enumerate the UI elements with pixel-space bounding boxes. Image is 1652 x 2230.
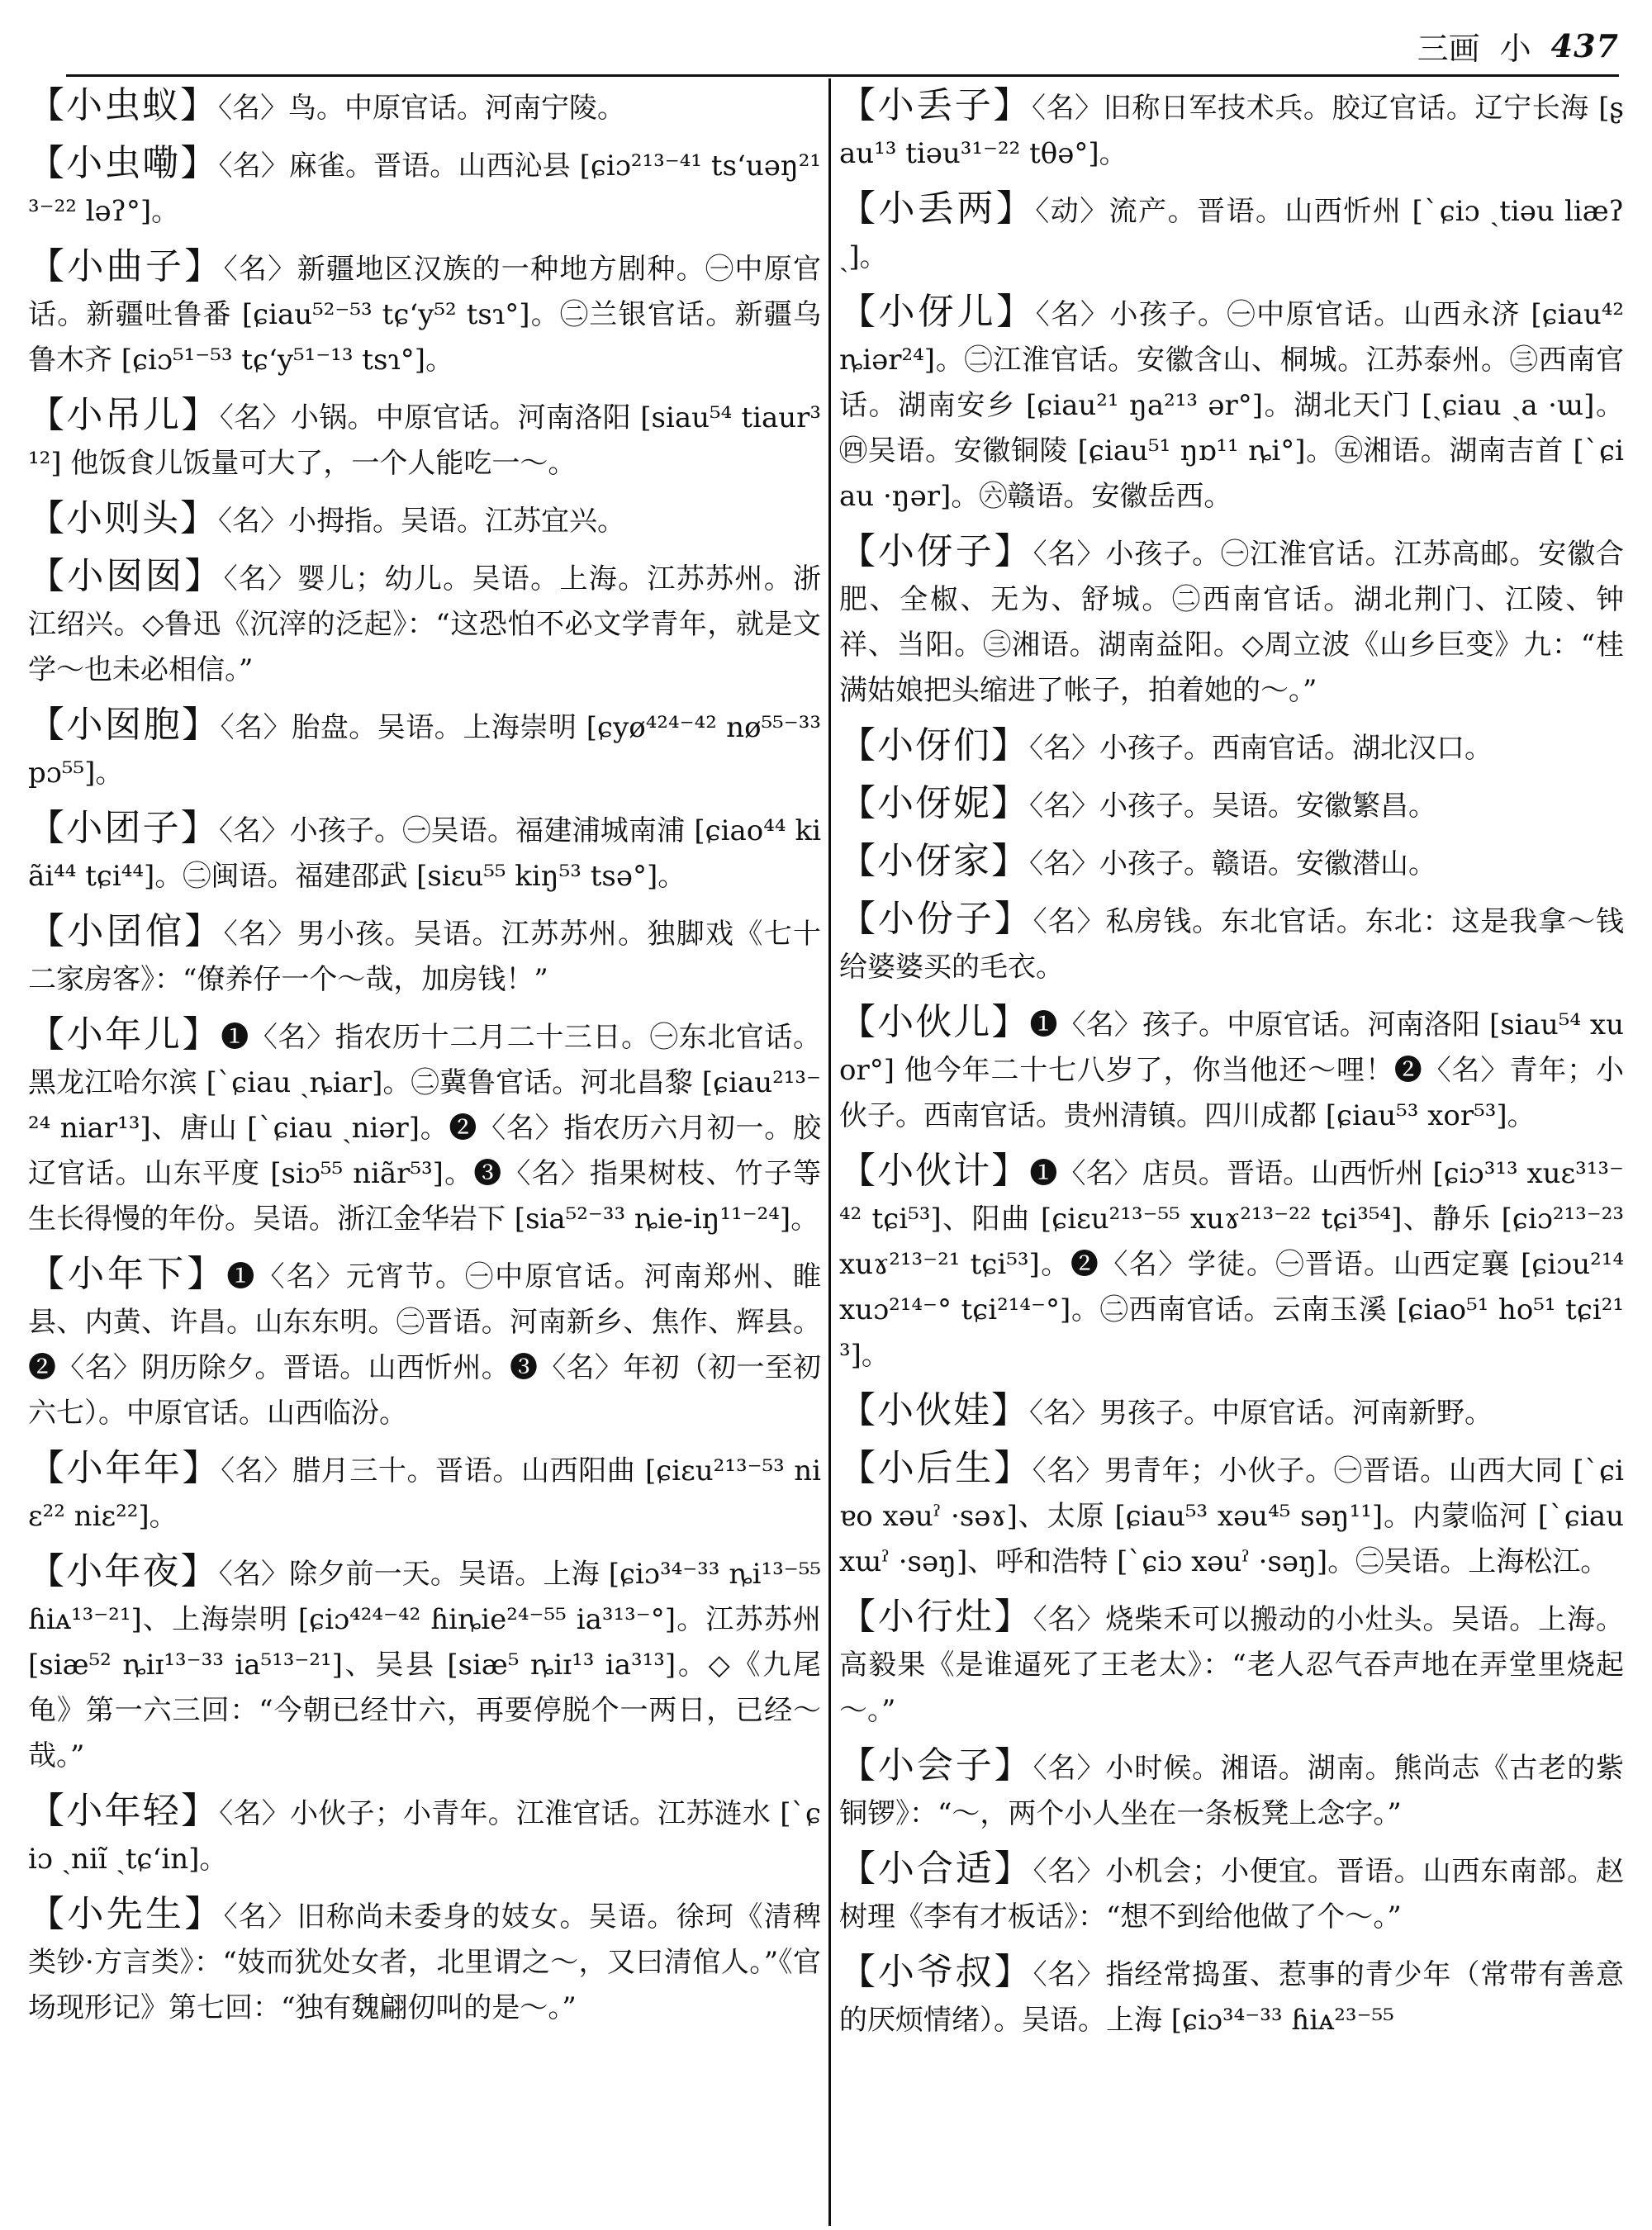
entry-definition: ❶〈名〉指农历十二月二十三日。㊀东北官话。黑龙江哈尔滨 [ˋɕiau ˏȵiar]。㊁冀鲁官话。河北昌黎 [ɕiau²¹³⁻²⁴ niar¹³]、唐山 [ˋɕiau ˏniər]。❷〈名〉指农历六月初一。胶辽官话。山东平度 [siɔ⁵⁵ niãr⁵³]。❸〈名〉指果树枝、竹子等生长得慢的年份。吴语。浙江金华岩下 [sia⁵²⁻³³ ȵie-iŋ¹¹⁻²⁴]。 [28,1021,821,1236]
dictionary-entry [28,244,821,383]
entry-headword: 【小年轻】 [28,1790,220,1832]
entry-definition: 〈名〉腊月三十。晋语。山西阳曲 [ɕiɛu²¹³⁻⁵³ niɛ²² niɛ²²]。 [28,1454,821,1533]
entry-definition: 〈名〉私房钱。东北官话。东北：这是我拿～钱给婆婆买的毛衣。 [839,905,1624,984]
entry-definition: 〈名〉指经常捣蛋、惹事的青少年（常带有善意的厌烦情绪）。吴语。上海 [ɕiɔ³⁴⁻³³ ɦiᴀ²³⁻⁵⁵ [839,1958,1624,2037]
entry-definition: 〈名〉男青年；小伙子。㊀晋语。山西大同 [ˋɕiɐo xəuˀ ·səɤ]、太原 [ɕiau⁵³ xəu⁴⁵ səŋ¹¹]。内蒙临河 [ˋɕiau xɯˀ ·səŋ]、呼和浩特 [ˋɕiɔ xəuˀ ·səŋ]。㊁吴语。上海松江。 [839,1454,1624,1578]
entry-headword: 【小伢子】 [839,530,1033,572]
dictionary-entry [839,83,1624,177]
entry-headword: 【小囝倌】 [28,910,224,952]
dictionary-entry [28,1891,821,2031]
entry-definition: 〈名〉新疆地区汉族的一种地方剧种。㊀中原官话。新疆吐鲁番 [ɕiau⁵²⁻⁵³ tɕʻy⁵² tsɿ°]。㊁兰银官话。新疆乌鲁木齐 [ɕiɔ⁵¹⁻⁵³ tɕʻy⁵¹⁻¹³ tsɿ°]。 [28,253,821,377]
entry-definition: 〈名〉小孩子。㊀江淮官话。江苏高邮。安徽合肥、全椒、无为、舒城。㊁西南官话。湖北荆门、江陵、钟祥、当阳。㊂湘语。湖南益阳。◇周立波《山乡巨变》九：“桂满姑娘把头缩进了帐子，拍着她的～。” [839,538,1624,707]
entry-headword: 【小伢家】 [839,840,1029,882]
entry-headword: 【小虫嘞】 [28,142,219,184]
dictionary-entry [28,1012,821,1242]
entry-headword: 【小行灶】 [839,1596,1033,1638]
entry-headword: 【小伢儿】 [839,291,1036,333]
entry-headword: 【小会子】 [839,1744,1033,1786]
entry-headword: 【小伢妮】 [839,782,1029,824]
dictionary-entry [28,83,821,131]
dictionary-entry [839,896,1624,990]
dictionary-entry [28,702,821,796]
dictionary-entry [839,1594,1624,1734]
entry-definition: 〈名〉婴儿；幼儿。吴语。上海。江苏苏州。浙江绍兴。◇鲁迅《沉滓的泛起》：“这恐怕不必文学青年，就是文学～也未必相信。” [28,562,821,686]
entry-headword: 【小年下】 [28,1253,227,1295]
entry-definition: 〈名〉男孩子。中原官话。河南新野。 [1029,1397,1493,1430]
dictionary-entry [28,1445,821,1540]
entry-headword: 【小年夜】 [28,1550,219,1592]
dictionary-entry [839,186,1624,280]
dictionary-entry [839,838,1624,887]
dictionary-entry [28,392,821,486]
entry-headword: 【小份子】 [839,898,1033,940]
entry-definition: 〈名〉小孩子。西南官话。湖北汉口。 [1029,732,1493,765]
entry-headword: 【小曲子】 [28,245,224,287]
entry-definition: 〈名〉除夕前一天。吴语。上海 [ɕiɔ³⁴⁻³³ ȵi¹³⁻⁵⁵ ɦiᴀ¹³⁻²¹]、上海崇明 [ɕiɔ⁴²⁴⁻⁴² ɦiȵie²⁴⁻⁵⁵ ia³¹³⁻°]。江苏苏州 [siæ⁵² ȵiɪ¹³⁻³³ ia⁵¹³⁻²¹]、吴县 [siæ⁵ ȵiɪ¹³ ia³¹³]。◇《九尾龟》第一六三回：“今朝已经廿六，再要停脱个一两日，已经～哉。” [28,1558,821,1772]
entry-definition: ❶〈名〉店员。晋语。山西忻州 [ɕiɔ³¹³ xuɛ³¹³⁻⁴² tɕi⁵³]、阳曲 [ɕiɛu²¹³⁻⁵⁵ xuɤ²¹³⁻²² tɕi³⁵⁴]、静乐 [ɕiɔ²¹³⁻²³ xuɤ²¹³⁻²¹ tɕi⁵³]。❷〈名〉学徒。㊀晋语。山西定襄 [ɕiɔu²¹⁴ xuɔ²¹⁴⁻° tɕi²¹⁴⁻°]。㊁西南官话。云南玉溪 [ɕiao⁵¹ ho⁵¹ tɕi²¹³]。 [839,1157,1624,1372]
entry-definition: 〈名〉小伙子；小青年。江淮官话。江苏涟水 [ˋɕiɔ ˏniĩ ˏtɕʻin]。 [28,1797,821,1876]
dictionary-entry [28,909,821,1003]
dictionary-entry [839,1949,1624,2043]
dictionary-entry [839,780,1624,829]
dictionary-entry [28,805,821,899]
dictionary-entry [839,723,1624,771]
dictionary-entry [839,999,1624,1139]
dictionary-entry [28,496,821,544]
dictionary-entry [839,1846,1624,1940]
radical-label: 小 [1499,30,1531,67]
right-column [839,83,1624,2222]
entry-headword: 【小囡胞】 [28,704,221,746]
entry-headword: 【小虫蚁】 [28,84,218,126]
entry-headword: 【小丢子】 [839,84,1032,126]
dictionary-entry [839,1743,1624,1837]
dictionary-entry [839,289,1624,520]
entry-definition: 〈名〉胎盘。吴语。上海崇明 [ɕyø⁴²⁴⁻⁴² nø⁵⁵⁻³³ pɔ⁵⁵]。 [28,711,821,790]
entry-definition: 〈名〉鸟。中原官话。河南宁陵。 [218,92,625,125]
entry-headword: 【小团子】 [28,807,219,849]
entry-headword: 【小伙儿】 [839,1001,1030,1043]
dictionary-entry [28,1788,821,1882]
entry-definition: 〈名〉小锅。中原官话。河南洛阳 [siau⁵⁴ tiaur³¹²] 他饭食儿饭量可大了，一个人能吃一～。 [28,401,821,480]
entry-definition: 〈名〉小孩子。吴语。安徽繁昌。 [1029,790,1436,823]
page-number: 437 [1550,26,1619,64]
dictionary-entry [28,140,821,235]
entry-headword: 【小后生】 [839,1447,1032,1489]
dictionary-entry [28,553,821,693]
entry-headword: 【小囡囡】 [28,555,224,597]
entry-definition: 〈名〉小孩子。㊀中原官话。山西永济 [ɕiau⁴² ȵiər²⁴]。㊁江淮官话。安徽含山、桐城。江苏泰州。㊂西南官话。湖南安乡 [ɕiau²¹ ŋa²¹³ ər°]。湖北天门 [ˏɕiau ˏa ·ɯ]。㊃吴语。安徽铜陵 [ɕiau⁵¹ ŋɒ¹¹ ȵi°]。㊄湘语。湖南吉首 [ˋɕiau ·ŋər]。㊅赣语。安徽岳西。 [839,298,1624,513]
dictionary-entry [839,529,1624,714]
entry-definition: 〈名〉小孩子。赣语。安徽潜山。 [1029,847,1436,880]
entry-headword: 【小丢两】 [839,187,1036,230]
entry-definition: 〈名〉麻雀。晋语。山西沁县 [ɕiɔ²¹³⁻⁴¹ tsʻuəŋ²¹³⁻²² ləʔ°]。 [28,149,821,228]
entry-headword: 【小吊儿】 [28,394,220,436]
entry-definition: 〈名〉小机会；小便宜。晋语。山西东南部。赵树理《李有才板话》：“想不到给他做了个～。” [839,1855,1624,1933]
dictionary-entry [839,1148,1624,1378]
page-header [1322,25,1619,66]
entry-definition: 〈名〉旧称日军技术兵。胶辽官话。辽宁长海 [ʂau¹³ tiəu³¹⁻²² tθə°]。 [839,92,1624,170]
entry-definition: 〈名〉旧称尚未委身的妓女。吴语。徐珂《清稗类钞·方言类》：“妓而犹处女者，北里谓之～，又曰清倌人。”《官场现形记》第七回：“独有魏翩仞叫的是～。” [28,1900,821,2024]
entry-definition: 〈名〉小拇指。吴语。江苏宜兴。 [218,505,625,538]
entry-definition: 〈名〉小孩子。㊀吴语。福建浦城南浦 [ɕiao⁴⁴ kiãi⁴⁴ tɕi⁴⁴]。㊁闽语。福建邵武 [siɛu⁵⁵ kiŋ⁵³ tsə°]。 [28,814,821,893]
dictionary-entry [839,1445,1624,1585]
left-column [28,83,821,2222]
column-divider [828,78,831,2226]
entry-headword: 【小年年】 [28,1447,221,1489]
entry-definition: ❶〈名〉元宵节。㊀中原官话。河南郑州、睢县、内黄、许昌。山东东明。㊁晋语。河南新乡、焦作、辉县。❷〈名〉阴历除夕。晋语。山西忻州。❸〈名〉年初（初一至初六七）。中原官话。山西临汾。 [28,1260,821,1430]
header-rule [66,74,1619,77]
entry-definition: 〈名〉烧柴禾可以搬动的小灶头。吴语。上海。高毅果《是谁逼死了王老太》：“老人忍气吞声地在弄堂里烧起～。” [839,1603,1624,1727]
entry-headword: 【小伢们】 [839,724,1029,766]
dictionary-entry [839,1388,1624,1436]
entry-headword: 【小年儿】 [28,1013,221,1056]
entry-definition: 〈名〉小时候。湘语。湖南。熊尚志《古老的紫铜锣》：“～，两个小人坐在一条板凳上念字。” [839,1752,1624,1830]
entry-definition: 〈名〉男小孩。吴语。江苏苏州。独脚戏《七十二家房客》：“僚养仔一个～哉，加房钱！” [28,918,821,996]
dictionary-entry [28,1549,821,1779]
entry-headword: 【小伙计】 [839,1150,1030,1192]
entry-headword: 【小先生】 [28,1893,224,1935]
entry-definition: 〈动〉流产。晋语。山西忻州 [ˋɕiɔ ˏtiəu liæʔˏ]。 [839,195,1624,273]
section-label: 三画 [1417,30,1480,67]
entry-headword: 【小合适】 [839,1848,1033,1890]
dictionary-entry [28,1251,821,1436]
entry-headword: 【小则头】 [28,497,218,539]
entry-definition: ❶〈名〉孩子。中原官话。河南洛阳 [siau⁵⁴ xuor°] 他今年二十七八岁了，你当他还～哩！❷〈名〉青年；小伙子。西南官话。贵州清镇。四川成都 [ɕiau⁵³ xor⁵³]。 [839,1008,1624,1132]
entry-headword: 【小伙娃】 [839,1389,1029,1431]
entry-headword: 【小爷叔】 [839,1951,1033,1993]
